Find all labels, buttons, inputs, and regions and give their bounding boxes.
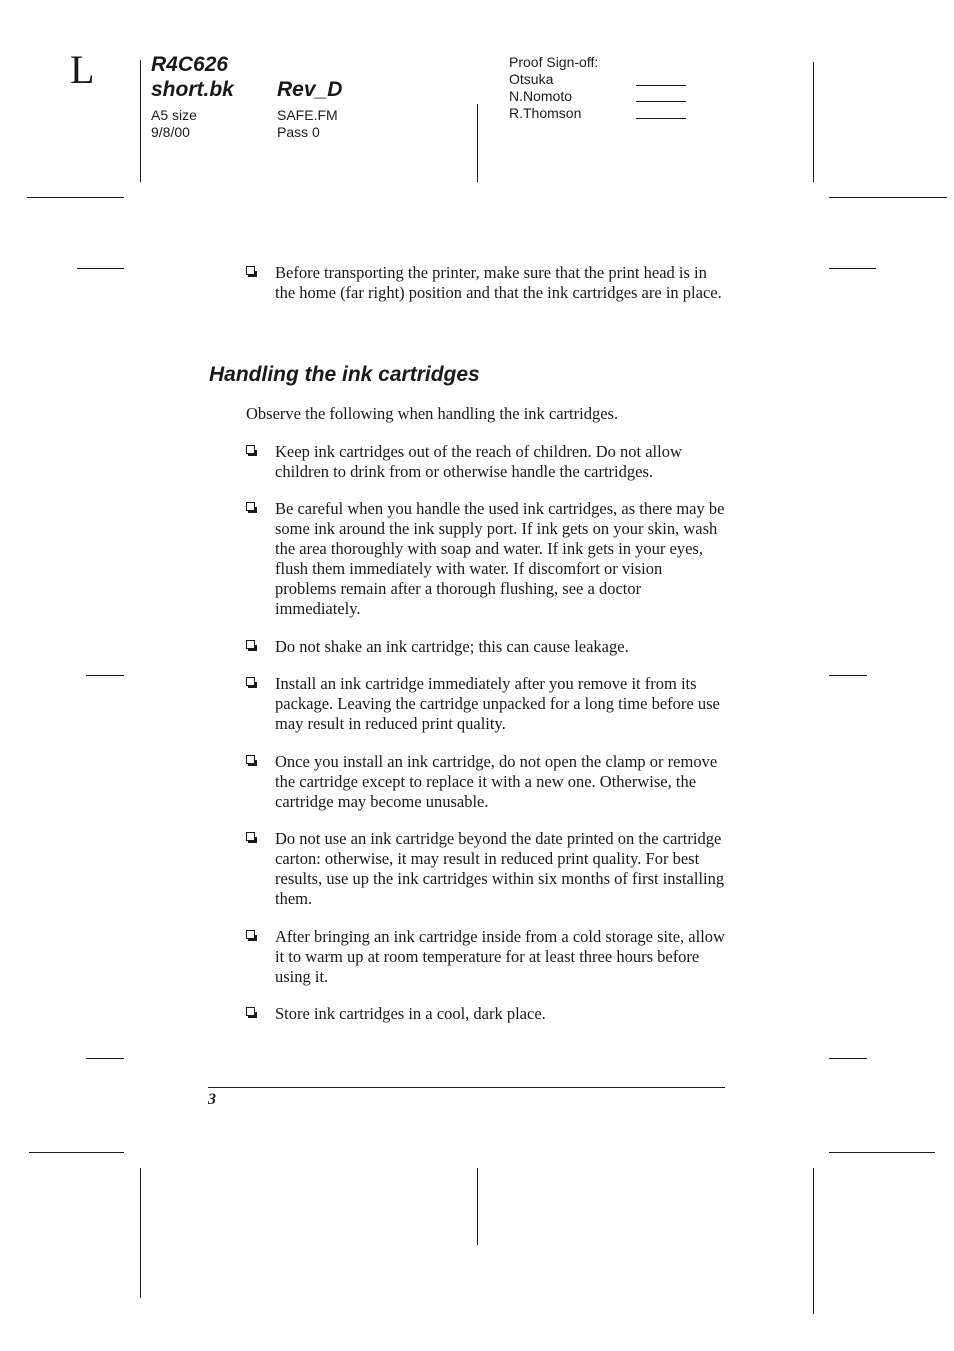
crop-mark — [77, 268, 124, 269]
proof-title: Proof Sign-off: — [509, 54, 599, 70]
list-item-text: Be careful when you handle the used ink cartridges, as there may be some ink around the ink supply port. If ink gets on your skin, wash the area thoroughly with soap and water. If ink gets in your eyes, flush them immediately with water. If discomfort or vision problems remain after a thorough flushing, see a doctor immediately. — [275, 499, 725, 618]
checkbox-bullet-icon — [246, 677, 256, 687]
page-number: 3 — [208, 1091, 216, 1108]
section-intro: Observe the following when handling the ink cartridges. — [246, 404, 619, 423]
crop-mark — [140, 60, 141, 182]
section-title: Handling the ink cartridges — [209, 363, 480, 386]
crop-mark — [829, 268, 876, 269]
checkbox-bullet-icon — [246, 502, 256, 512]
signer-name: N.Nomoto — [509, 88, 573, 104]
checkbox-bullet-icon — [246, 930, 256, 940]
list-item-text: Install an ink cartridge immediately after you remove it from its package. Leaving the cartridge unpacked for a long time before use may result in reduced print quality. — [275, 674, 720, 733]
footer-rule — [208, 1087, 725, 1088]
list-item — [246, 1004, 726, 1024]
signature-line — [636, 85, 686, 86]
list-item — [246, 927, 726, 987]
crop-mark — [86, 675, 124, 676]
checkbox-bullet-icon — [246, 755, 256, 765]
signature-line — [636, 118, 686, 119]
list-item — [246, 637, 726, 657]
date: 9/8/00 — [151, 124, 190, 140]
crop-mark — [29, 1152, 124, 1153]
checkbox-bullet-icon — [246, 832, 256, 842]
signer-name: R.Thomson — [509, 105, 582, 121]
signature-line — [636, 101, 686, 102]
crop-mark — [813, 1168, 814, 1314]
crop-mark — [829, 1152, 935, 1153]
checkbox-bullet-icon — [246, 266, 256, 276]
list-item-text: Do not use an ink cartridge beyond the date printed on the cartridge carton: otherwise, it may result in reduced print quality. For best results, use up the ink cartridges within six months of first installing them. — [275, 829, 725, 908]
list-item — [246, 442, 726, 482]
doc-code: R4C626 — [151, 53, 229, 76]
pass: Pass 0 — [277, 124, 320, 140]
list-item-text: Once you install an ink cartridge, do not open the clamp or remove the cartridge except to replace it with a new one. Otherwise, the cartridge may become unusable. — [275, 752, 718, 811]
crop-mark — [140, 1168, 141, 1298]
list-item-text: Store ink cartridges in a cool, dark place. — [275, 1004, 546, 1023]
checkbox-bullet-icon — [246, 1007, 256, 1017]
list-item-text: Before transporting the printer, make sure that the print head is in the home (far right) position and that the ink cartridges are in place. — [275, 263, 722, 302]
crop-mark — [477, 104, 478, 182]
checkbox-bullet-icon — [246, 445, 256, 455]
crop-mark — [27, 197, 124, 198]
book-name: short.bk — [151, 78, 234, 101]
crop-mark — [477, 1168, 478, 1245]
signer-name: Otsuka — [509, 71, 554, 87]
list-item — [246, 752, 726, 812]
list-item — [246, 263, 726, 303]
crop-mark — [829, 675, 867, 676]
crop-mark — [829, 1058, 867, 1059]
crop-mark — [829, 197, 947, 198]
corner-letter: L — [70, 47, 95, 92]
list-item-text: Keep ink cartridges out of the reach of children. Do not allow children to drink from or otherwise handle the cartridges. — [275, 442, 682, 481]
list-item-text: After bringing an ink cartridge inside from a cold storage site, allow it to warm up at room temperature for at least three hours before using it. — [275, 927, 725, 986]
crop-mark — [813, 62, 814, 182]
checkbox-bullet-icon — [246, 640, 256, 650]
paper-size: A5 size — [151, 107, 197, 123]
list-item-text: Do not shake an ink cartridge; this can cause leakage. — [275, 637, 629, 656]
file-name: SAFE.FM — [277, 107, 338, 123]
list-item — [246, 674, 726, 734]
revision: Rev_D — [277, 78, 343, 101]
crop-mark — [86, 1058, 124, 1059]
list-item — [246, 499, 726, 619]
list-item — [246, 829, 726, 909]
